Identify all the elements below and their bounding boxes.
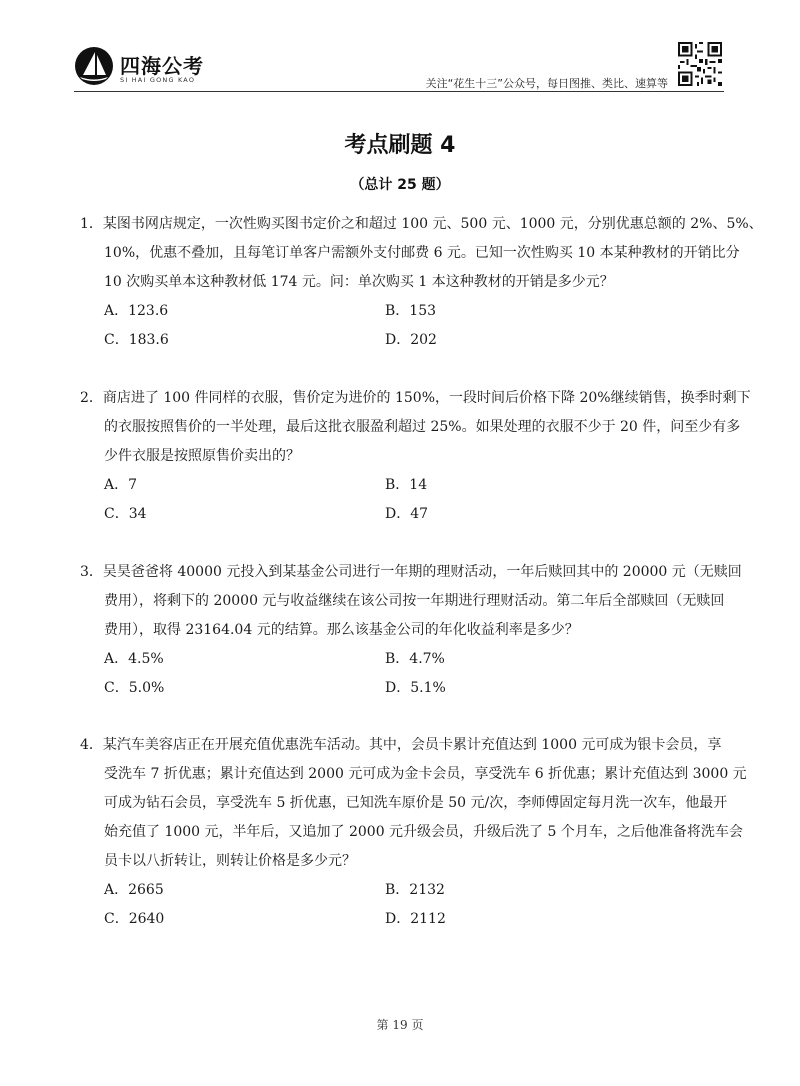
options-row xyxy=(80,297,720,326)
question-stem-line: 少件衣服是按照原售价卖出的？ xyxy=(104,448,300,464)
option-a: A．123.6 xyxy=(104,303,169,319)
question-3 xyxy=(80,558,742,703)
option-d: D．5.1% xyxy=(385,680,446,696)
question-4 xyxy=(80,731,747,934)
question-2 xyxy=(80,384,751,529)
options-row xyxy=(80,674,720,703)
question-1 xyxy=(80,210,763,355)
option-b: B．14 xyxy=(385,477,428,493)
header-divider xyxy=(74,91,724,92)
page-title: 考点刷题 4 xyxy=(344,133,456,158)
question-stem-line: 员卡以八折转让，则转让价格是多少元？ xyxy=(104,853,356,869)
option-c: C．5.0% xyxy=(104,680,165,696)
brand-subtitle: SI HAI GONG KAO xyxy=(120,76,196,84)
question-stem-line: 费用），取得 23164.04 元的结算。那么该基金公司的年化收益利率是多少？ xyxy=(104,622,579,638)
option-d: D．47 xyxy=(385,506,429,522)
brand-logo xyxy=(74,46,224,92)
option-b: B．153 xyxy=(385,303,437,319)
option-c: C．183.6 xyxy=(104,332,169,348)
sailboat-logo-icon xyxy=(74,46,114,86)
options-row xyxy=(80,326,720,355)
question-stem-line: 2．商店进了 100 件同样的衣服，售价定为进价的 150%，一段时间后价格下降 20%继续销售，换季时剩下 xyxy=(80,390,751,406)
page-number: 第 19 页 xyxy=(376,1018,424,1032)
question-stem-line: 可成为钻石会员，享受洗车 5 折优惠，已知洗车原价是 50 元/次，李师傅固定每月洗一次车，他最开 xyxy=(104,795,728,811)
question-stem xyxy=(80,558,742,645)
option-c: C．2640 xyxy=(104,911,165,927)
option-a: A．2665 xyxy=(104,882,164,898)
question-stem-line: 10 次购买单本这种教材低 174 元。问：单次购买 1 本这种教材的开销是多少元？ xyxy=(104,274,614,290)
question-stem-line: 10%，优惠不叠加，且每笔订单客户需额外支付邮费 6 元。已知一次性购买 10 本某种教材的开销比分 xyxy=(104,245,740,261)
question-stem-line: 1．某图书网店规定，一次性购买图书定价之和超过 100 元、500 元、1000 元，分别优惠总额的 2%、5%、 xyxy=(80,216,763,232)
question-stem-line: 受洗车 7 折优惠；累计充值达到 2000 元可成为金卡会员，享受洗车 6 折优惠；累计充值达到 3000 元 xyxy=(104,766,747,782)
qr-code-icon xyxy=(678,42,722,86)
question-stem-line: 始充值了 1000 元，半年后，又追加了 2000 元升级会员，升级后洗了 5 个月车，之后他准备将洗车会 xyxy=(104,824,743,840)
options-row xyxy=(80,500,720,529)
options-row xyxy=(80,876,720,905)
question-stem xyxy=(80,384,751,471)
question-stem-line: 4．某汽车美容店正在开展充值优惠洗车活动。其中，会员卡累计充值达到 1000 元可成为银卡会员，享 xyxy=(80,737,722,753)
question-stem-line: 的衣服按照售价的一半处理，最后这批衣服盈利超过 25%。如果处理的衣服不少于 20 件，问至少有多 xyxy=(104,419,741,435)
option-c: C．34 xyxy=(104,506,147,522)
option-b: B．4.7% xyxy=(385,651,445,667)
option-d: D．202 xyxy=(385,332,437,348)
option-a: A．4.5% xyxy=(104,651,164,667)
question-stem-line: 费用），将剩下的 20000 元与收益继续在该公司按一年期进行理财活动。第二年后全部赎回（无赎回 xyxy=(104,593,725,609)
question-stem xyxy=(80,731,747,876)
page-subtitle: （总计 25 题） xyxy=(350,177,450,193)
question-stem xyxy=(80,210,763,297)
promo-text: 关注“花生十三”公众号，每日图推、类比、速算等 xyxy=(425,77,668,90)
option-a: A．7 xyxy=(104,477,138,493)
options-row xyxy=(80,471,720,500)
options-row xyxy=(80,905,720,934)
page-header xyxy=(0,0,800,100)
option-b: B．2132 xyxy=(385,882,445,898)
option-d: D．2112 xyxy=(385,911,446,927)
options-row xyxy=(80,645,720,674)
brand-name: 四海公考 xyxy=(120,54,204,78)
question-stem-line: 3．吴昊爸爸将 40000 元投入到某基金公司进行一年期的理财活动，一年后赎回其中的 20000 元（无赎回 xyxy=(80,564,742,580)
